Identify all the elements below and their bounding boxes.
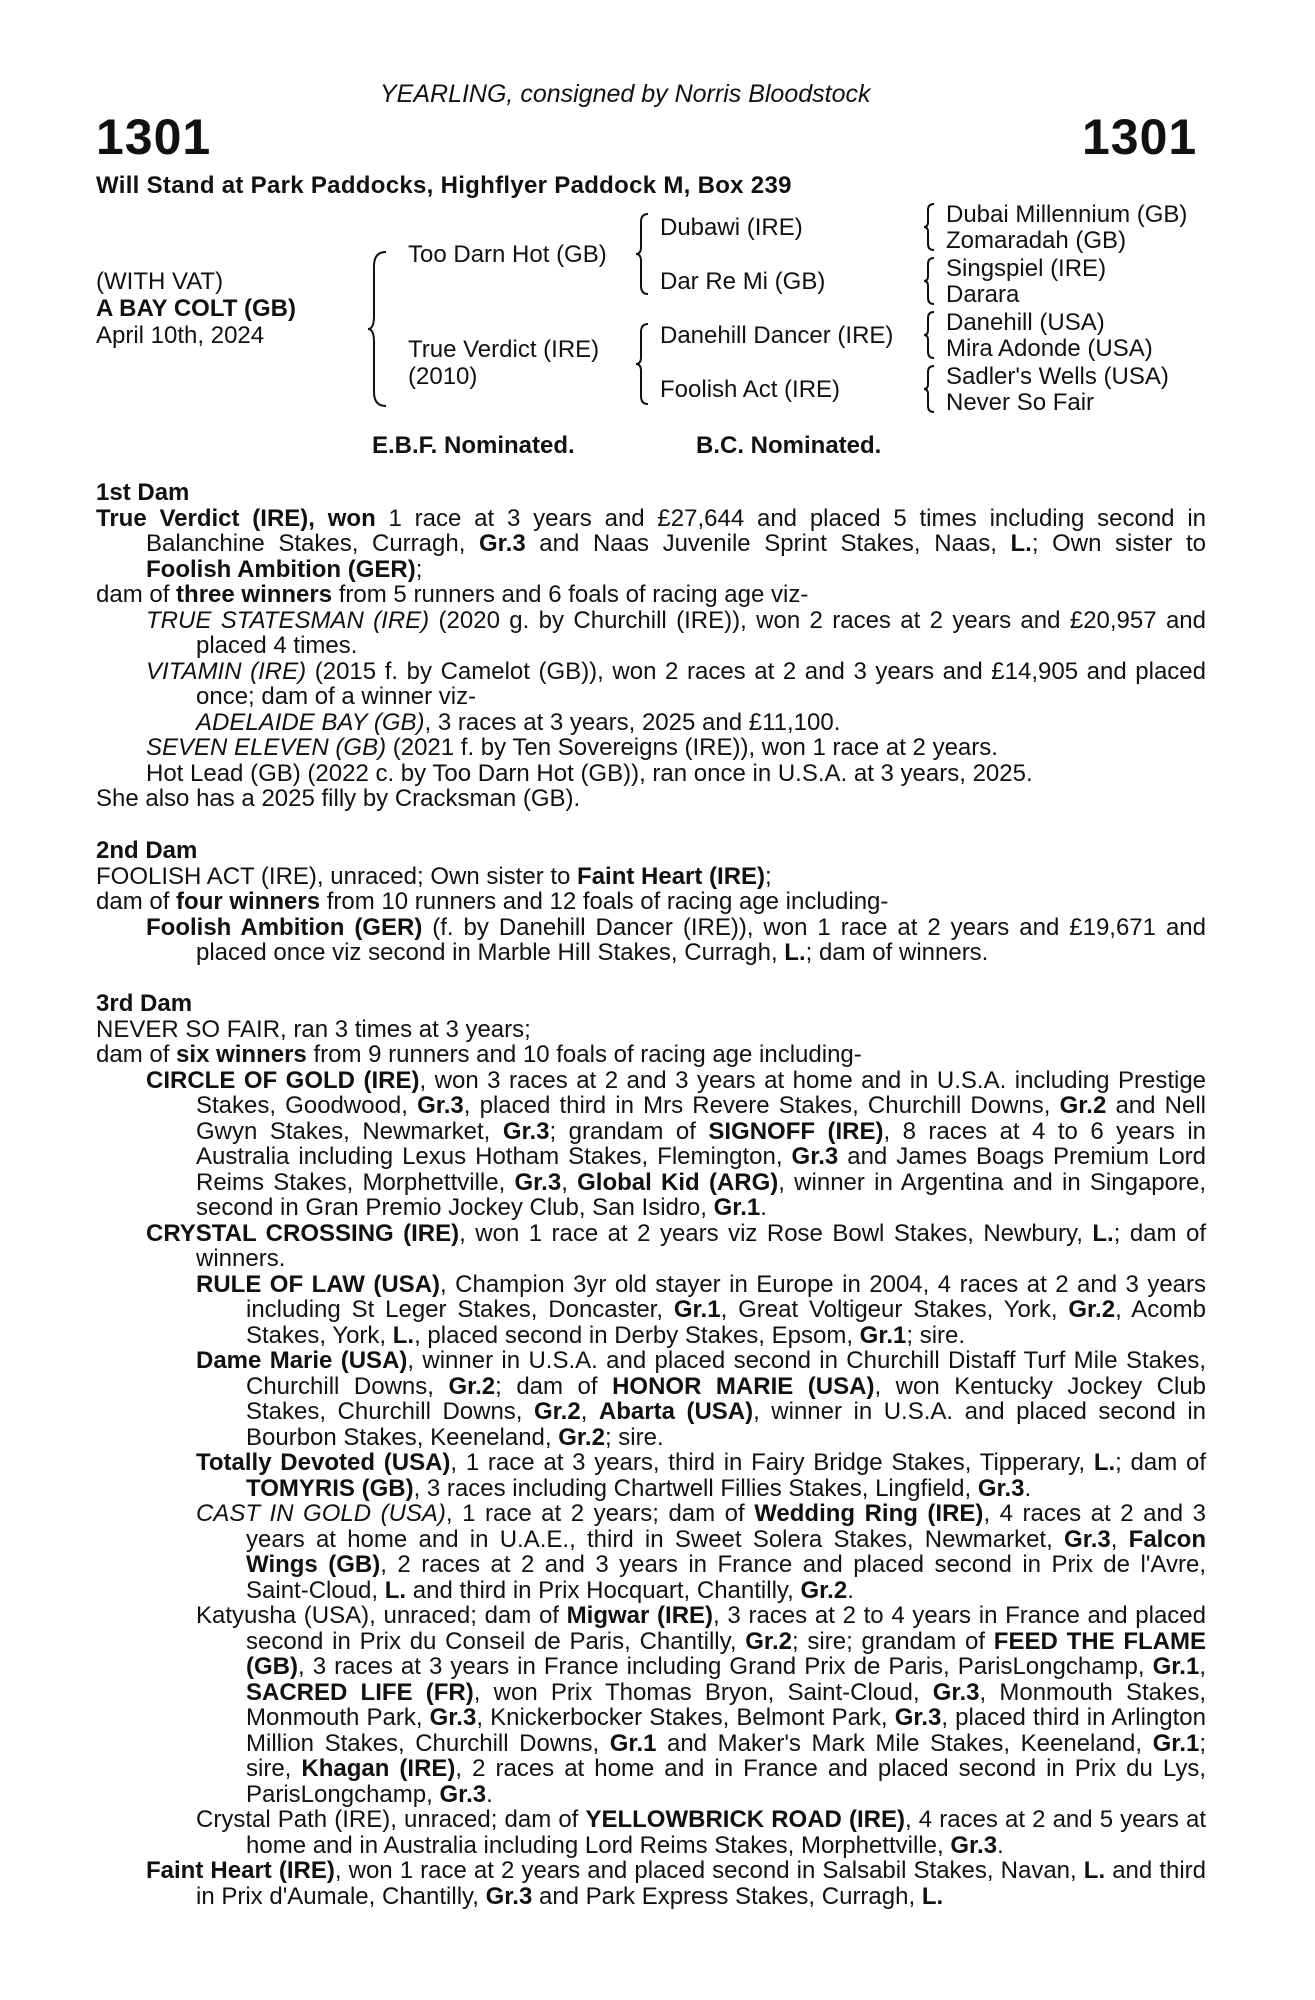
- bc-nominated: B.C. Nominated.: [696, 432, 882, 459]
- third-dam-grand-offspring: Crystal Path (IRE), unraced; dam of YELLOWBRICK ROAD (IRE), 4 races at 2 and 5 years at home and in Australia including Lord Reims Stakes, Morphettville, Gr.3.: [196, 1806, 1206, 1859]
- pedigree-g8: Never So Fair: [946, 389, 1095, 416]
- first-dam-note: She also has a 2025 filly by Cracksman (GB).: [96, 785, 581, 812]
- third-dam-record: NEVER SO FAIR, ran 3 times at 3 years;: [96, 1015, 531, 1043]
- horse-name: A BAY COLT (GB): [96, 295, 297, 322]
- pedigree-g4: Darara: [946, 281, 1020, 308]
- consignment-subtitle: YEARLING, consigned by Norris Bloodstock: [380, 80, 871, 108]
- first-dam-record: True Verdict (IRE), won 1 race at 3 years and £27,644 and placed 5 times including second in Balanchine Stakes, Curragh, Gr.3 and Naas Juvenile Sprint Stakes, Naas, L.; Own sister to Foolish Ambition (GER);: [96, 504, 1207, 583]
- ebf-nominated: E.B.F. Nominated.: [372, 432, 575, 459]
- pedigree-sire-sire: Dubawi (IRE): [660, 214, 803, 241]
- pedigree-dam-sire: Danehill Dancer (IRE): [660, 322, 894, 349]
- third-dam-heading: 3rd Dam: [96, 990, 193, 1017]
- first-dam-section: [96, 480, 1206, 812]
- third-dam-grand-offspring: CAST IN GOLD (USA), 1 race at 2 years; dam of Wedding Ring (IRE), 4 races at 2 and 3 years at home and in U.A.E., third in Sweet Solera Stakes, Newmarket, Gr.3, Falcon Wings (GB), 2 races at 2 and 3 years in France and placed second in Prix de l'Avre, Saint-Cloud, L. and third in Prix Hocquart, Chantilly, Gr.2.: [196, 1500, 1207, 1604]
- pedigree-g6: Mira Adonde (USA): [946, 335, 1153, 362]
- first-dam-heading: 1st Dam: [96, 479, 190, 506]
- pedigree-dam-dam: Foolish Act (IRE): [660, 376, 841, 403]
- second-dam-heading: 2nd Dam: [96, 837, 198, 864]
- first-dam-offspring: Hot Lead (GB) (2022 c. by Too Darn Hot (GB)), ran once in U.S.A. at 3 years, 2025.: [146, 759, 1033, 787]
- first-dam-produce-summary: dam of three winners from 5 runners and 6 foals of racing age viz-: [96, 581, 809, 608]
- second-dam-offspring: Foolish Ambition (GER) (f. by Danehill Dancer (IRE)), won 1 race at 2 years and £19,671 and placed once viz second in Marble Hill Stakes, Curragh, L.; dam of winners.: [146, 913, 1206, 966]
- pedigree-brace-g1: [922, 202, 936, 252]
- pedigree-dam: True Verdict (IRE): [408, 336, 600, 363]
- pedigree-brace-sire: [634, 212, 650, 296]
- third-dam-offspring: CRYSTAL CROSSING (IRE), won 1 race at 2 years viz Rose Bowl Stakes, Newbury, L.; dam of winners.: [146, 1219, 1206, 1272]
- second-dam-produce-summary: dam of four winners from 10 runners and 12 foals of racing age including-: [96, 888, 889, 915]
- third-dam-grand-offspring: Katyusha (USA), unraced; dam of Migwar (IRE), 3 races at 2 to 4 years in France and placed second in Prix du Conseil de Paris, Chantilly, Gr.2; sire; grandam of FEED THE FLAME (GB), 3 races at 3 years in France including Grand Prix de Paris, ParisLongchamp, Gr.1, SACRED LIFE (FR), won Prix Thomas Bryon, Saint-Cloud, Gr.3, Monmouth Stakes, Monmouth Park, Gr.3, Knickerbocker Stakes, Belmont Park, Gr.3, placed third in Arlington Million Stakes, Churchill Downs, Gr.1 and Maker's Mark Mile Stakes, Keeneland, Gr.1; sire, Khagan (IRE), 2 races at home and in France and placed second in Prix du Lys, ParisLongchamp, Gr.3.: [196, 1602, 1207, 1808]
- pedigree-sire-dam: Dar Re Mi (GB): [660, 268, 826, 295]
- pedigree-g3: Singspiel (IRE): [946, 255, 1107, 282]
- pedigree-g1: Dubai Millennium (GB): [946, 201, 1188, 228]
- third-dam-offspring: CIRCLE OF GOLD (IRE), won 3 races at 2 and 3 years at home and in U.S.A. including Prestige Stakes, Goodwood, Gr.3, placed third in Mrs Revere Stakes, Churchill Downs, Gr.2 and Nell Gwyn Stakes, Newmarket, Gr.3; grandam of SIGNOFF (IRE), 8 races at 4 to 6 years in Australia including Lexus Hotham Stakes, Flemington, Gr.3 and James Boags Premium Lord Reims Stakes, Morphettville, Gr.3, Global Kid (ARG), winner in Argentina and in Singapore, second in Gran Premio Jockey Club, San Isidro, Gr.1.: [146, 1066, 1207, 1221]
- pedigree-g2: Zomaradah (GB): [946, 227, 1127, 254]
- first-dam-grand-offspring: ADELAIDE BAY (GB), 3 races at 3 years, 2025 and £11,100.: [196, 708, 841, 736]
- pedigree-brace-main: [366, 250, 388, 408]
- lot-number-right: 1301: [1082, 109, 1198, 165]
- horse-dob: April 10th, 2024: [96, 322, 265, 349]
- pedigree-sire: Too Darn Hot (GB): [408, 241, 607, 268]
- third-dam-grand-offspring: RULE OF LAW (USA), Champion 3yr old stayer in Europe in 2004, 4 races at 2 and 3 years including St Leger Stakes, Doncaster, Gr.1, Great Voltigeur Stakes, York, Gr.2, Acomb Stakes, York, L., placed second in Derby Stakes, Epsom, Gr.1; sire.: [196, 1270, 1207, 1349]
- third-dam-offspring: Faint Heart (IRE), won 1 race at 2 years and placed second in Salsabil Stakes, Navan, L. and third in Prix d'Aumale, Chantilly, Gr.3 and Park Express Stakes, Curragh, L.: [146, 1857, 1207, 1910]
- second-dam-record: FOOLISH ACT (IRE), unraced; Own sister to Faint Heart (IRE);: [96, 862, 772, 890]
- third-dam-grand-offspring: Dame Marie (USA), winner in U.S.A. and placed second in Churchill Distaff Turf Mile Stakes, Churchill Downs, Gr.2; dam of HONOR MARIE (USA), won Kentucky Jockey Club Stakes, Churchill Downs, Gr.2, Abarta (USA), winner in U.S.A. and placed second in Bourbon Stakes, Keeneland, Gr.2; sire.: [196, 1347, 1207, 1451]
- pedigree-dam-year: (2010): [408, 363, 478, 390]
- pedigree-brace-g3: [922, 310, 936, 360]
- pedigree-brace-g2: [922, 256, 936, 306]
- vat-label: (WITH VAT): [96, 268, 224, 295]
- pedigree-g7: Sadler's Wells (USA): [946, 363, 1169, 390]
- pedigree-brace-dam: [634, 322, 650, 406]
- pedigree-g5: Danehill (USA): [946, 309, 1105, 336]
- second-dam-section: [96, 838, 1206, 966]
- first-dam-offspring: TRUE STATESMAN (IRE) (2020 g. by Churchill (IRE)), won 2 races at 2 years and £20,957 and placed 4 times.: [146, 606, 1207, 659]
- third-dam-produce-summary: dam of six winners from 9 runners and 10 foals of racing age including-: [96, 1041, 862, 1068]
- first-dam-offspring: SEVEN ELEVEN (GB) (2021 f. by Ten Sovereigns (IRE)), won 1 race at 2 years.: [146, 734, 998, 761]
- lot-number-left: 1301: [96, 109, 212, 165]
- third-dam-grand-offspring: Totally Devoted (USA), 1 race at 3 years, third in Fairy Bridge Stakes, Tipperary, L.; dam of TOMYRIS (GB), 3 races including Chartwell Fillies Stakes, Lingfield, Gr.3.: [196, 1449, 1206, 1502]
- first-dam-offspring: VITAMIN (IRE) (2015 f. by Camelot (GB)), won 2 races at 2 and 3 years and £14,905 and placed once; dam of a winner viz-: [146, 657, 1206, 710]
- stand-location: Will Stand at Park Paddocks, Highflyer Paddock M, Box 239: [96, 172, 792, 199]
- pedigree-brace-g4: [922, 364, 936, 414]
- third-dam-section: [96, 991, 1206, 1909]
